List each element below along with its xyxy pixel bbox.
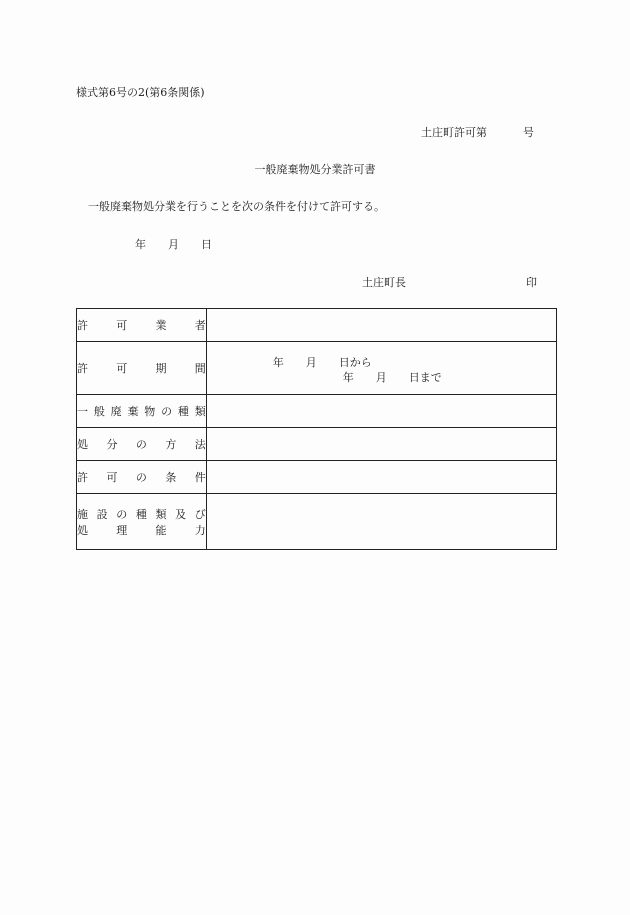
label-char: 物 [144, 405, 156, 418]
label-permit-period [77, 360, 206, 376]
row-value [206, 309, 556, 342]
issue-year: 年 [135, 238, 146, 251]
label-char: 許 [77, 319, 88, 332]
label-char: 可 [116, 362, 128, 375]
body-text: 一般廃棄物処分業を行うことを次の条件を付けて許可する。 [88, 200, 385, 213]
to-year: 年 [342, 371, 354, 384]
label-char: の [135, 438, 147, 451]
from-month: 月 [305, 356, 317, 369]
permit-number-prefix: 土庄町許可第 [421, 126, 487, 139]
row-value [206, 342, 556, 395]
row-value [206, 428, 556, 461]
label-permit-holder [77, 317, 206, 333]
row-label [77, 494, 207, 550]
row-label [77, 428, 207, 461]
form-number: 様式第6号の2(第6条関係) [76, 86, 205, 99]
label-char: 許 [77, 362, 88, 375]
row-label [77, 395, 207, 428]
label-processing-capacity [77, 522, 206, 538]
table-row [77, 395, 557, 428]
label-char: 期 [155, 362, 167, 375]
seal-mark: 印 [526, 276, 537, 289]
label-char: 可 [116, 319, 128, 332]
label-char: 種 [135, 507, 147, 521]
label-char: 者 [194, 319, 206, 332]
row-label [77, 461, 207, 494]
label-char: 業 [155, 319, 167, 332]
label-waste-type [77, 403, 206, 419]
period-to [343, 369, 442, 385]
label-char: 力 [194, 523, 206, 537]
label-char: 廃 [110, 405, 122, 418]
row-value [206, 494, 556, 550]
label-char: 方 [165, 438, 177, 451]
issue-month: 月 [168, 238, 179, 251]
label-char: 件 [194, 471, 206, 484]
label-char: 条 [165, 471, 177, 484]
label-char: 類 [155, 507, 167, 521]
label-char: 一 [77, 405, 88, 418]
label-char: 処 [77, 438, 88, 451]
issue-date [135, 236, 212, 252]
from-day: 日から [338, 356, 372, 369]
permit-table [76, 308, 557, 550]
label-char: 分 [106, 438, 118, 451]
label-char: 類 [194, 405, 206, 418]
row-label [77, 309, 207, 342]
label-permit-conditions [77, 469, 206, 485]
label-char: 処 [77, 523, 88, 537]
label-char: 般 [93, 405, 105, 418]
from-year: 年 [272, 356, 284, 369]
permit-number-suffix: 号 [523, 126, 534, 139]
table-row [77, 494, 557, 550]
table-row [77, 309, 557, 342]
to-month: 月 [375, 371, 387, 384]
to-day: 日まで [408, 371, 442, 384]
row-value [206, 395, 556, 428]
permit-period [207, 342, 556, 394]
label-char: の [116, 507, 128, 521]
document-title: 一般廃棄物処分業許可書 [254, 163, 376, 176]
issuer-name: 土庄町長 [362, 276, 406, 289]
permit-number [421, 124, 534, 140]
label-char: 棄 [127, 405, 139, 418]
label-char: び [194, 507, 206, 521]
table-row [77, 342, 557, 395]
label-char: 間 [194, 362, 206, 375]
label-disposal-method [77, 436, 206, 452]
label-char: 理 [116, 523, 128, 537]
table-row [77, 428, 557, 461]
period-from [273, 354, 372, 370]
issue-day: 日 [201, 238, 212, 251]
label-char: 及 [175, 507, 187, 521]
row-label [77, 342, 207, 395]
label-char: 種 [177, 405, 189, 418]
label-char: 法 [194, 438, 206, 451]
label-char: 設 [96, 507, 108, 521]
label-facility-type [77, 506, 206, 522]
row-value [206, 461, 556, 494]
label-char: 能 [155, 523, 167, 537]
label-char: 許 [77, 471, 88, 484]
label-char: の [135, 471, 147, 484]
label-char: 可 [106, 471, 118, 484]
label-char: の [161, 405, 173, 418]
label-char: 施 [77, 507, 88, 521]
table-row [77, 461, 557, 494]
